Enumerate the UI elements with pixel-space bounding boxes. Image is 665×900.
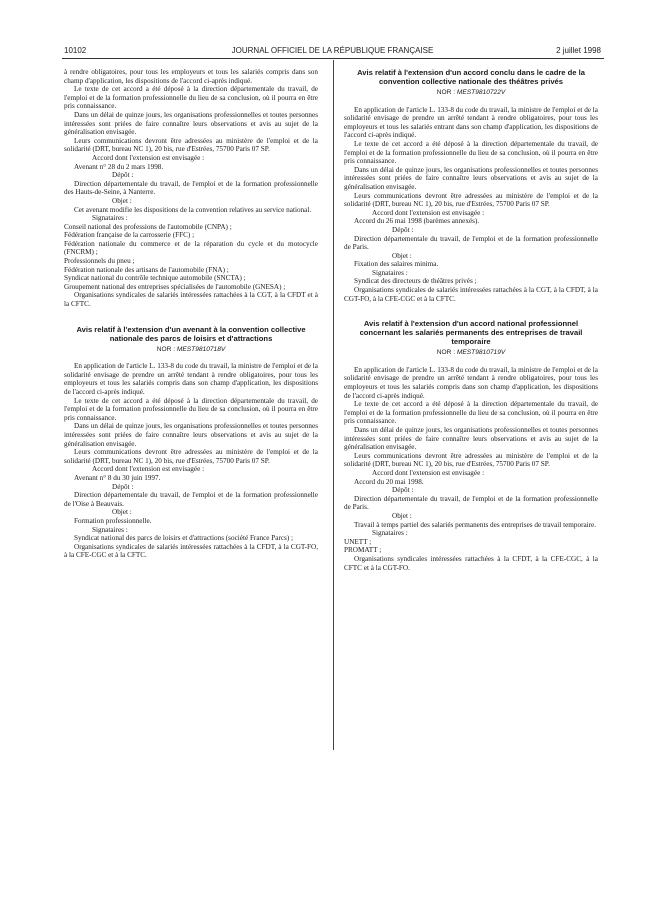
depot-value: Direction départementale du travail, de l'emploi et de la formation professionnelle de Paris.	[344, 234, 598, 252]
nor-label: NOR :	[156, 345, 176, 353]
accord-label: Accord dont l'extension est envisagée :	[92, 153, 205, 162]
signataires-label: Signataires :	[372, 529, 408, 538]
nor-value: MEST9810719V	[456, 349, 506, 357]
objet-label: Objet :	[112, 196, 132, 205]
depot-label: Dépôt :	[392, 486, 414, 495]
accord-label: Accord dont l'extension est envisagée :	[372, 208, 485, 217]
nor-value: MEST9810722V	[456, 89, 506, 96]
paragraph: à rendre obligatoires, pour tous les employeurs et tous les salariés compris dans son champ d'application, les dispositions de l'accord ci-après indiqué.	[64, 68, 318, 85]
signataires-label: Signataires :	[92, 525, 128, 534]
issue-date: 2 juillet 1998	[556, 46, 601, 55]
signataire-item: Fédération nationale du commerce et de la réparation du cycle et du motocycle (FNCRM) ;	[64, 239, 318, 257]
signataire-item: Professionnels du pneu ;	[64, 257, 135, 266]
nor-label: NOR :	[436, 89, 456, 96]
objet-label: Objet :	[112, 508, 132, 517]
signataire-item: UNETT ;	[344, 537, 372, 546]
column-divider	[333, 60, 334, 750]
depot-value: Direction départementale du travail, de l'emploi et de la formation professionnelle de l'Oise à Beauvais.	[64, 491, 318, 508]
signataire-item: Conseil national des professions de l'automobile (CNPA) ;	[64, 222, 232, 231]
depot-label: Dépôt :	[112, 482, 134, 491]
signataire-item: Fédération française de la carrosserie (FFC) ;	[64, 231, 195, 240]
paragraph: Le texte de cet accord a été déposé à la direction départementale du travail, de l'emploi et de la formation professionnelle du lieu de sa conclusion, où il pourra en être pris connaissance.	[344, 400, 598, 426]
page-number: 10102	[64, 46, 87, 55]
signataire-item: Syndicat des directeurs de théâtres privés ;	[354, 277, 477, 286]
depot-label: Dépôt :	[392, 225, 414, 234]
notice-title: Avis relatif à l'extension d'un avenant à la convention collective nationale des parcs de loisirs et d'attractions	[76, 324, 306, 343]
signataires-label: Signataires :	[92, 214, 128, 223]
nor-value: MEST9810718V	[176, 345, 226, 353]
objet-value: Cet avenant modifie les dispositions de la convention relatives au service national.	[74, 205, 312, 214]
nor-reference	[64, 346, 318, 355]
objet-value: Formation professionnelle.	[74, 516, 152, 525]
signataire-item: Organisations syndicales de salariés intéressées rattachées à la CFDT, à la CGT-FO, à la CFE-CGC et à la CFTC.	[64, 542, 318, 560]
signataire-item: Organisations syndicales intéressées rattachées à la CFDT, à la CFE-CGC, à la CFTC et à la CGT-FO.	[344, 554, 598, 572]
paragraph: En application de l'article L. 133-8 du code du travail, la ministre de l'emploi et de la solidarité envisage de prendre un arrêté tendant à rendre obligatoires, pour tous les employeurs et tous les salariés compris dans son champ d'application, les dispositions de l'accord ci-après indiqué.	[344, 365, 598, 400]
paragraph: Leurs communications devront être adressées au ministère de l'emploi et de la solidarité (DRT, bureau NC 1), 20 bis, rue d'Estrées, 75700 Paris 07 SP.	[64, 136, 318, 154]
accord-label: Accord dont l'extension est envisagée :	[92, 465, 205, 474]
signataire-item: Groupement national des entreprises spécialisées de l'automobile (GNESA) ;	[64, 282, 286, 291]
accord-label: Accord dont l'extension est envisagée :	[372, 468, 485, 477]
signataire-item: Syndicat national du contrôle technique automobile (SNCTA) ;	[64, 274, 246, 283]
objet-label: Objet :	[392, 251, 412, 260]
paragraph: Dans un délai de quinze jours, les organisations professionnelles et toutes personnes intéressées sont priées de faire connaître leurs observations et avis au sujet de la généralisation envisagée.	[344, 165, 598, 191]
paragraph: Leurs communications devront être adressées au ministère de l'emploi et de la solidarité (DRT, bureau NC 1), 20 bis, rue d'Estrées, 75700 Paris 07 SP.	[344, 191, 598, 209]
paragraph: En application de l'article L. 133-8 du code du travail, la ministre de l'emploi et de la solidarité envisage de prendre un arrêté tendant à rendre obligatoires, pour tous les employeurs et tous les salariés compris dans son champ d'application, les dispositions de l'accord ci-après indiqué.	[64, 362, 318, 396]
objet-value: Fixation des salaires minima.	[354, 260, 439, 269]
paragraph: En application de l'article L. 133-8 du code du travail, la ministre de l'emploi et de la solidarité envisage de prendre un arrêté tendant à rendre obligatoires, pour tous les employeurs et tous les salariés entrant dans son champ d'application, les dispositions de l'accord ci-après indiqué.	[344, 105, 598, 140]
depot-value: Direction départementale du travail, de l'emploi et de la formation professionnelle des Hauts-de-Seine, à Nanterre.	[64, 179, 318, 197]
notice-title: Avis relatif à l'extension d'un accord conclu dans le cadre de la convention collective nationale des théâtres privés	[357, 68, 585, 86]
depot-value: Direction départementale du travail, de l'emploi et de la formation professionnelle de Paris.	[344, 494, 598, 512]
signataire-item: Syndicat national des parcs de loisirs et d'attractions (société France Parcs) ;	[74, 534, 294, 543]
accord-value: Accord du 20 mai 1998.	[354, 477, 424, 486]
header-rule	[62, 58, 604, 59]
paragraph: Leurs communications devront être adressées au ministère de l'emploi et de la solidarité (DRT, bureau NC 1), 20 bis, rue d'Estrées, 75700 Paris 07 SP.	[344, 451, 598, 469]
signataires-label: Signataires :	[372, 268, 408, 277]
objet-label: Objet :	[392, 511, 412, 520]
accord-value: Accord du 26 mai 1998 (barèmes annexés).	[354, 217, 480, 226]
depot-label: Dépôt :	[112, 171, 134, 180]
signataire-item: Organisations syndicales de salariés intéressées rattachées à la CGT, à la CFDT, à la CGT-FO, à la CFE-CGC et à la CFTC.	[344, 286, 598, 303]
left-column	[64, 68, 318, 560]
accord-value: Avenant n° 8 du 30 juin 1997.	[74, 473, 161, 482]
right-column	[344, 68, 598, 572]
objet-value: Travail à temps partiel des salariés permanents des entreprises de travail temporaire.	[354, 520, 597, 529]
nor-reference	[344, 349, 598, 358]
paragraph: Dans un délai de quinze jours, les organisations professionnelles et toutes personnes intéressées sont priées de faire connaître leurs observations et avis au sujet de la généralisation envisagée.	[64, 110, 318, 137]
journal-title: JOURNAL OFFICIEL DE LA RÉPUBLIQUE FRANÇAISE	[231, 46, 434, 55]
paragraph: Le texte de cet accord a été déposé à la direction départementale du travail, de l'emploi et de la formation professionnelle du lieu de sa conclusion, où il pourra en être pris connaissance.	[64, 396, 318, 422]
paragraph: Dans un délai de quinze jours, les organisations professionnelles et toutes personnes intéressées sont priées de faire connaître leurs observations et avis au sujet de la généralisation envisagée.	[64, 422, 318, 448]
signataire-item: Organisations syndicales de salariés intéressées rattachées à la CGT, à la CFDT et à la CFTC.	[64, 291, 318, 309]
nor-reference	[344, 89, 598, 98]
signataire-item: Fédération nationale des artisans de l'automobile (FNA) ;	[64, 265, 229, 274]
notice-title: Avis relatif à l'extension d'un accord national professionnel concernant les salariés permanents des entreprises de travail temporaire	[359, 319, 583, 347]
nor-label: NOR :	[436, 349, 456, 357]
signataire-item: PROMATT ;	[344, 546, 382, 555]
accord-value: Avenant n° 28 du 2 mars 1998.	[74, 162, 164, 171]
paragraph: Le texte de cet accord a été déposé à la direction départementale du travail, de l'emploi et de la formation professionnelle du lieu de sa conclusion, où il pourra en être pris connaissance.	[344, 139, 598, 166]
paragraph: Le texte de cet accord a été déposé à la direction départementale du travail, de l'emploi et de la formation professionnelle du lieu de sa conclusion, où il pourra en être pris connaissance.	[64, 85, 318, 111]
paragraph: Leurs communications devront être adressées au ministère de l'emploi et de la solidarité (DRT, bureau NC 1), 20 bis, rue d'Estrées, 75700 Paris 07 SP.	[64, 448, 318, 465]
paragraph: Dans un délai de quinze jours, les organisations professionnelles et toutes personnes intéressées sont priées de faire connaître leurs observations et avis au sujet de la généralisation envisagée.	[344, 426, 598, 452]
